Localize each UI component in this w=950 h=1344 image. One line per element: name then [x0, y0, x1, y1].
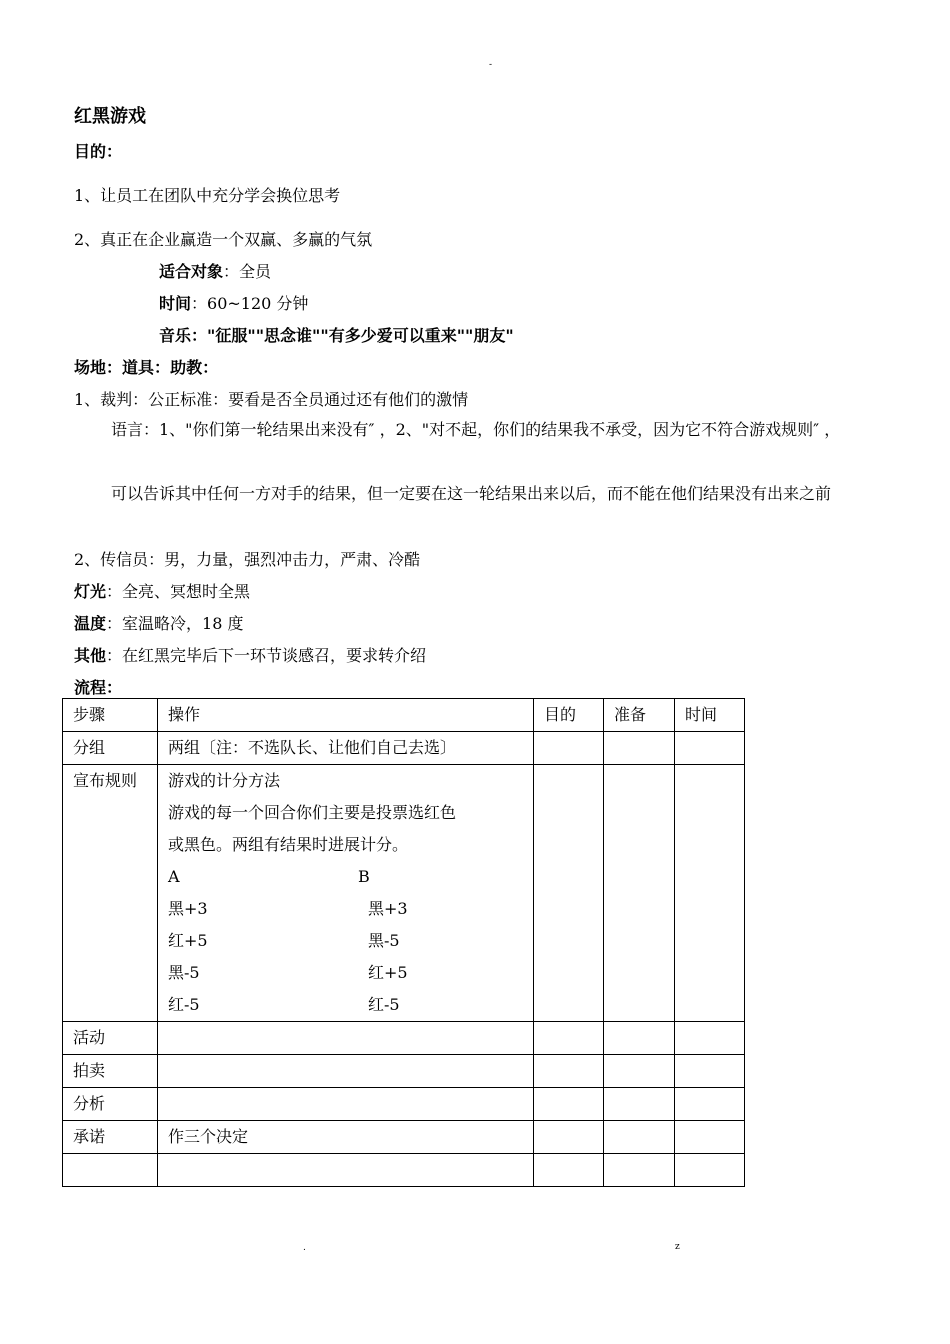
operation-cell: 两组〔注：不选队长、让他们自己去选〕: [158, 732, 534, 765]
score-a: 红-5: [168, 995, 200, 1014]
table-row: [63, 1121, 745, 1154]
preparation-cell: [604, 1022, 675, 1055]
rules-line: 或黑色。两组有结果时进展计分。: [168, 835, 409, 854]
assistant-label: 助教: [170, 358, 203, 377]
step-cell: 承诺: [63, 1121, 158, 1154]
header-mark: -: [489, 60, 493, 70]
score-a: 黑+3: [168, 899, 208, 918]
purpose-item-2: 2、真正在企业赢造一个双赢、多赢的气氛: [74, 230, 373, 249]
score-row: [168, 893, 523, 925]
team-b-label: B: [358, 867, 370, 886]
purpose-cell: [534, 1055, 604, 1088]
temperature-label: 温度: [74, 614, 107, 633]
header-time: 时间: [675, 699, 745, 732]
preparation-cell: [604, 732, 675, 765]
team-a-label: A: [168, 867, 180, 886]
score-b: 红-5: [368, 995, 400, 1014]
time-cell: [675, 1121, 745, 1154]
venue-props-assistant-line: [74, 358, 218, 378]
time-cell: [675, 765, 745, 1022]
step-cell: 活动: [63, 1022, 158, 1055]
rules-line: 游戏的计分方法: [168, 771, 281, 790]
audience-value: ：全员: [223, 262, 272, 281]
step-cell: 宣布规则: [63, 765, 158, 1022]
other-value: ：在红黑完毕后下一环节谈感召，要求转介绍: [106, 646, 427, 665]
score-row: [168, 989, 523, 1021]
music-value: ："征服""思念谁""有多少爱可以重来""朋友": [191, 326, 514, 345]
props-label: 道具: [122, 358, 155, 377]
preparation-cell: [604, 1154, 675, 1187]
page-title: 红黑游戏: [74, 106, 146, 127]
table-row: [63, 732, 745, 765]
step-cell: 拍卖: [63, 1055, 158, 1088]
operation-cell: [158, 1055, 534, 1088]
rules-line: 游戏的每一个回合你们主要是投票选红色: [168, 803, 457, 822]
preparation-cell: [604, 1055, 675, 1088]
score-b: 黑-5: [368, 931, 400, 950]
time-cell: [675, 1022, 745, 1055]
table-row: [63, 1088, 745, 1121]
table-header-row: [63, 699, 745, 732]
time-line: [159, 294, 308, 314]
table-row: [63, 1055, 745, 1088]
purpose-cell: [534, 1121, 604, 1154]
preparation-cell: [604, 1121, 675, 1154]
operation-cell: [158, 1088, 534, 1121]
lighting-line: [74, 582, 250, 602]
flow-table: [62, 698, 745, 1187]
messenger-line: 2、传信员：男，力量，强烈冲击力，严肃、冷酷: [74, 550, 421, 569]
score-row: [168, 925, 523, 957]
operation-cell: [158, 1154, 534, 1187]
operation-cell: [158, 1022, 534, 1055]
score-row: [168, 957, 523, 989]
step-cell: 分组: [63, 732, 158, 765]
music-label: 音乐: [159, 326, 192, 345]
assistant-sep: ：: [202, 358, 219, 377]
judge-language: 语言：1、"你们第一轮结果出来没有″ ，2、"对不起，你们的结果我不承受，因为它不符合游戏规则″ ，: [111, 420, 841, 439]
flow-label: 流程：: [74, 678, 123, 697]
score-b: 红+5: [368, 963, 408, 982]
purpose-cell: [534, 732, 604, 765]
judge-reveal-rule: 可以告诉其中任何一方对手的结果，但一定要在这一轮结果出来以后，而不能在他们结果没有出来之前: [111, 484, 832, 503]
purpose-cell: [534, 765, 604, 1022]
table-row: [63, 1022, 745, 1055]
score-a: 黑-5: [168, 963, 200, 982]
table-row: [63, 765, 745, 1022]
header-purpose: 目的: [534, 699, 604, 732]
purpose-cell: [534, 1022, 604, 1055]
lighting-value: ：全亮、冥想时全黑: [106, 582, 251, 601]
temperature-value: ：室温略冷，18 度: [106, 614, 244, 633]
purpose-item-1: 1、让员工在团队中充分学会换位思考: [74, 186, 341, 205]
time-cell: [675, 1154, 745, 1187]
time-cell: [675, 732, 745, 765]
venue-sep: ：: [106, 358, 123, 377]
score-b: 黑+3: [368, 899, 408, 918]
score-header: [168, 861, 523, 893]
purpose-cell: [534, 1088, 604, 1121]
footer-mark: z: [675, 1242, 680, 1252]
step-cell: [63, 1154, 158, 1187]
purpose-label: 目的：: [74, 142, 123, 161]
temperature-line: [74, 614, 243, 634]
step-cell: 分析: [63, 1088, 158, 1121]
time-value: ：60~120 分钟: [191, 294, 309, 313]
venue-label: 场地: [74, 358, 107, 377]
operation-cell: 作三个决定: [158, 1121, 534, 1154]
other-label: 其他: [74, 646, 107, 665]
header-preparation: 准备: [604, 699, 675, 732]
judge-line: 1、裁判：公正标准：要看是否全员通过还有他们的激情: [74, 390, 469, 409]
footer-dot: .: [303, 1243, 306, 1253]
audience-label: 适合对象: [159, 262, 224, 281]
props-sep: ：: [154, 358, 171, 377]
table-row: [63, 1154, 745, 1187]
music-line: [159, 326, 514, 346]
time-cell: [675, 1055, 745, 1088]
other-line: [74, 646, 426, 666]
score-a: 红+5: [168, 931, 208, 950]
header-step: 步骤: [63, 699, 158, 732]
operation-cell: [158, 765, 534, 1022]
lighting-label: 灯光: [74, 582, 107, 601]
preparation-cell: [604, 765, 675, 1022]
audience-line: [159, 262, 271, 282]
time-cell: [675, 1088, 745, 1121]
header-operation: 操作: [158, 699, 534, 732]
purpose-cell: [534, 1154, 604, 1187]
time-label: 时间: [159, 294, 192, 313]
preparation-cell: [604, 1088, 675, 1121]
